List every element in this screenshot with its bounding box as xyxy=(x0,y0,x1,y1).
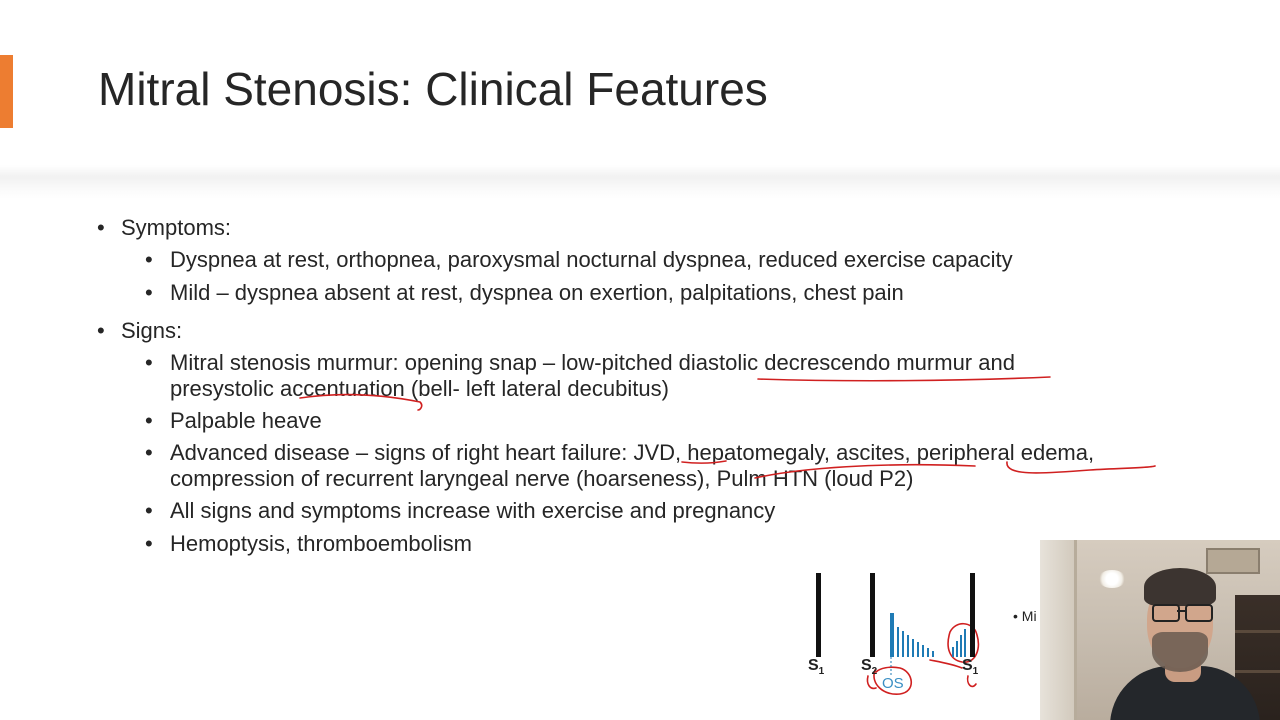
wall-frame xyxy=(1206,548,1260,574)
background-door xyxy=(1040,540,1077,720)
bullet-dot: • xyxy=(145,247,153,272)
presenter-webcam xyxy=(1040,540,1280,720)
bullet-text: Mitral stenosis murmur: opening snap – low-pitched diastolic decrescendo murmur and xyxy=(170,350,1015,375)
shelf-board xyxy=(1235,670,1280,673)
bullet-text: Mild – dyspnea absent at rest, dyspnea on exertion, palpitations, chest pain xyxy=(170,280,904,305)
heart-sound-diagram xyxy=(800,565,1040,720)
bullet-dot: • xyxy=(145,531,153,556)
s1-end-label: $S_1$ xyxy=(962,657,979,678)
bullet-dot: • xyxy=(97,318,105,343)
presystolic-crescendo-bars xyxy=(952,629,966,657)
sub-bullet-mild xyxy=(145,280,904,306)
sub-bullet-murmur-cont xyxy=(170,376,669,402)
sub-bullet-advanced-cont xyxy=(170,466,913,492)
slide-title: Mitral Stenosis: Clinical Features xyxy=(98,63,768,115)
sub-bullet-murmur xyxy=(145,350,1015,376)
cut-off-bullet-text: • Mi xyxy=(1013,608,1037,624)
presenter-beard xyxy=(1152,632,1208,672)
murmur-diagram-svg xyxy=(800,565,1040,720)
bullet-signs xyxy=(97,318,183,344)
bullet-dot: • xyxy=(97,215,105,240)
opening-snap-label: OS xyxy=(882,675,904,692)
bullet-dot: • xyxy=(145,350,153,375)
sub-bullet-exercise xyxy=(145,498,776,524)
bullet-dot: • xyxy=(145,440,153,465)
presenter-glasses xyxy=(1150,604,1212,620)
bullet-text: Dyspnea at rest, orthopnea, paroxysmal nocturnal dyspnea, reduced exercise capacity xyxy=(170,247,1013,272)
presenter-hair xyxy=(1144,568,1216,606)
decrescendo-murmur-bars xyxy=(890,613,934,657)
s1-label: $S_1$ xyxy=(808,657,825,678)
bullet-symptoms xyxy=(97,215,232,241)
s1-bar xyxy=(816,573,821,657)
ceiling-light xyxy=(1098,570,1126,588)
s2-bar xyxy=(870,573,875,657)
bullet-text: Symptoms: xyxy=(121,215,232,240)
sub-bullet-hemoptysis xyxy=(145,531,472,557)
bullet-text: All signs and symptoms increase with exercise and pregnancy xyxy=(170,498,776,523)
shelf-board xyxy=(1235,630,1280,633)
sub-bullet-heave xyxy=(145,408,322,434)
bullet-text: Hemoptysis, thromboembolism xyxy=(170,531,472,556)
bullet-text: compression of recurrent laryngeal nerve (hoarseness), Pulm HTN (loud P2) xyxy=(170,466,914,491)
s2-label: $S_2$ xyxy=(861,657,878,678)
s1-end-bar xyxy=(970,573,975,657)
bullet-text: Advanced disease – signs of right heart failure: JVD, hepatomegaly, ascites, peripheral edema, xyxy=(170,440,1095,465)
bullet-dot: • xyxy=(145,408,153,433)
bullet-text: presystolic accentuation (bell- left lateral decubitus) xyxy=(170,376,669,401)
sub-bullet-advanced xyxy=(145,440,1095,466)
sub-bullet-dyspnea xyxy=(145,247,1013,273)
bullet-dot: • xyxy=(145,498,153,523)
bullet-text: Palpable heave xyxy=(170,408,322,433)
bullet-dot: • xyxy=(145,280,153,305)
bullet-text: Signs: xyxy=(121,318,183,343)
